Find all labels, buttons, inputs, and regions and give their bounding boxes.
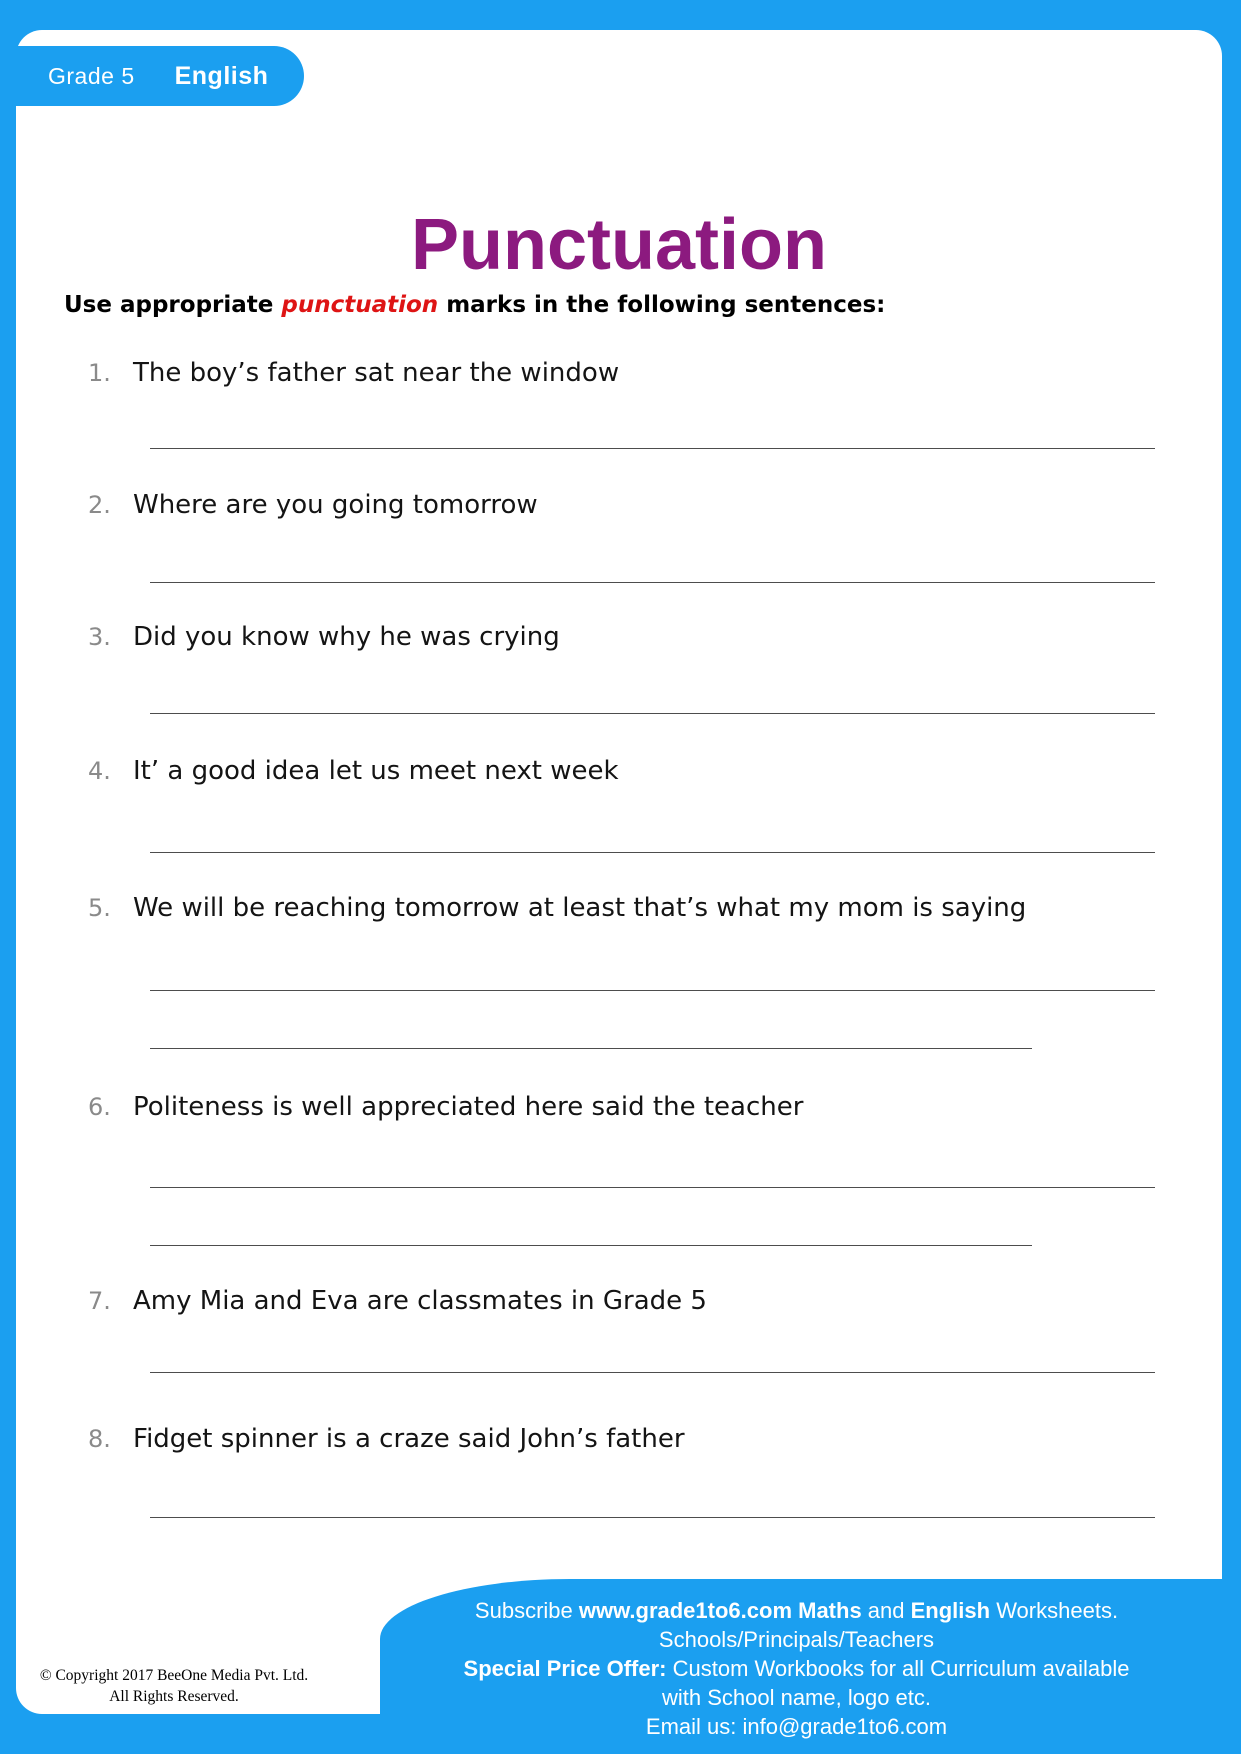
footer-site-name: www.grade1to6.com Maths xyxy=(578,1598,862,1623)
footer-subscribe-suffix: Worksheets. xyxy=(990,1598,1119,1623)
footer-subscribe-line xyxy=(394,1596,1199,1625)
instruction-suffix: marks in the following sentences: xyxy=(438,292,886,318)
question-row xyxy=(88,1424,685,1454)
question-number: 3. xyxy=(88,623,111,651)
answer-line xyxy=(150,1048,1032,1049)
footer-banner xyxy=(380,1579,1241,1754)
question-number: 1. xyxy=(88,359,111,387)
question-row xyxy=(88,1092,803,1122)
instruction-prefix: Use appropriate xyxy=(64,292,282,318)
footer-offer-line xyxy=(394,1654,1199,1683)
grade-badge xyxy=(0,46,304,106)
footer-offer-label: Special Price Offer: xyxy=(463,1656,667,1681)
question-number: 8. xyxy=(88,1425,111,1453)
answer-line xyxy=(150,1245,1032,1246)
answer-line xyxy=(150,1187,1155,1188)
question-number: 6. xyxy=(88,1093,111,1121)
question-number: 4. xyxy=(88,757,111,785)
footer-school-line: with School name, logo etc. xyxy=(661,1685,932,1710)
answer-line xyxy=(150,713,1155,714)
answer-line xyxy=(150,852,1155,853)
question-text: It’ a good idea let us meet next week xyxy=(133,756,619,786)
grade-label: Grade 5 xyxy=(48,62,135,89)
question-row xyxy=(88,1286,707,1316)
question-number: 7. xyxy=(88,1287,111,1315)
question-number: 5. xyxy=(88,894,111,922)
instruction-text xyxy=(64,292,885,318)
answer-line xyxy=(150,990,1155,991)
question-row xyxy=(88,893,1026,923)
question-text: The boy’s father sat near the window xyxy=(133,358,620,388)
question-text: Amy Mia and Eva are classmates in Grade 5 xyxy=(133,1286,707,1316)
question-text: Did you know why he was crying xyxy=(133,622,560,652)
question-row xyxy=(88,756,619,786)
footer-audience-line: Schools/Principals/Teachers xyxy=(658,1627,935,1652)
question-text: Politeness is well appreciated here said the teacher xyxy=(133,1092,804,1122)
copyright-line2: All Rights Reserved. xyxy=(109,1687,239,1705)
question-text: We will be reaching tomorrow at least that’s what my mom is saying xyxy=(133,893,1027,923)
answer-line xyxy=(150,582,1155,583)
question-number: 2. xyxy=(88,491,111,519)
worksheet-card xyxy=(16,30,1222,1714)
copyright-notice xyxy=(24,1666,324,1708)
footer-subject-name: English xyxy=(910,1598,991,1623)
question-text: Fidget spinner is a craze said John’s father xyxy=(133,1424,685,1454)
copyright-line1: © Copyright 2017 BeeOne Media Pvt. Ltd. xyxy=(39,1667,309,1684)
answer-line xyxy=(150,1517,1155,1518)
footer-email-line: Email us: info@grade1to6.com xyxy=(645,1714,948,1739)
question-row xyxy=(88,490,538,520)
worksheet-title: Punctuation xyxy=(411,205,827,286)
subject-label: English xyxy=(174,61,269,90)
question-text: Where are you going tomorrow xyxy=(133,490,538,520)
footer-subscribe-prefix: Subscribe xyxy=(474,1598,579,1623)
answer-line xyxy=(150,448,1155,449)
question-row xyxy=(88,358,619,388)
question-row xyxy=(88,622,560,652)
answer-line xyxy=(150,1372,1155,1373)
footer-subscribe-and: and xyxy=(861,1598,911,1623)
footer-offer-text: Custom Workbooks for all Curriculum available xyxy=(666,1656,1130,1681)
instruction-highlight: punctuation xyxy=(281,292,439,318)
